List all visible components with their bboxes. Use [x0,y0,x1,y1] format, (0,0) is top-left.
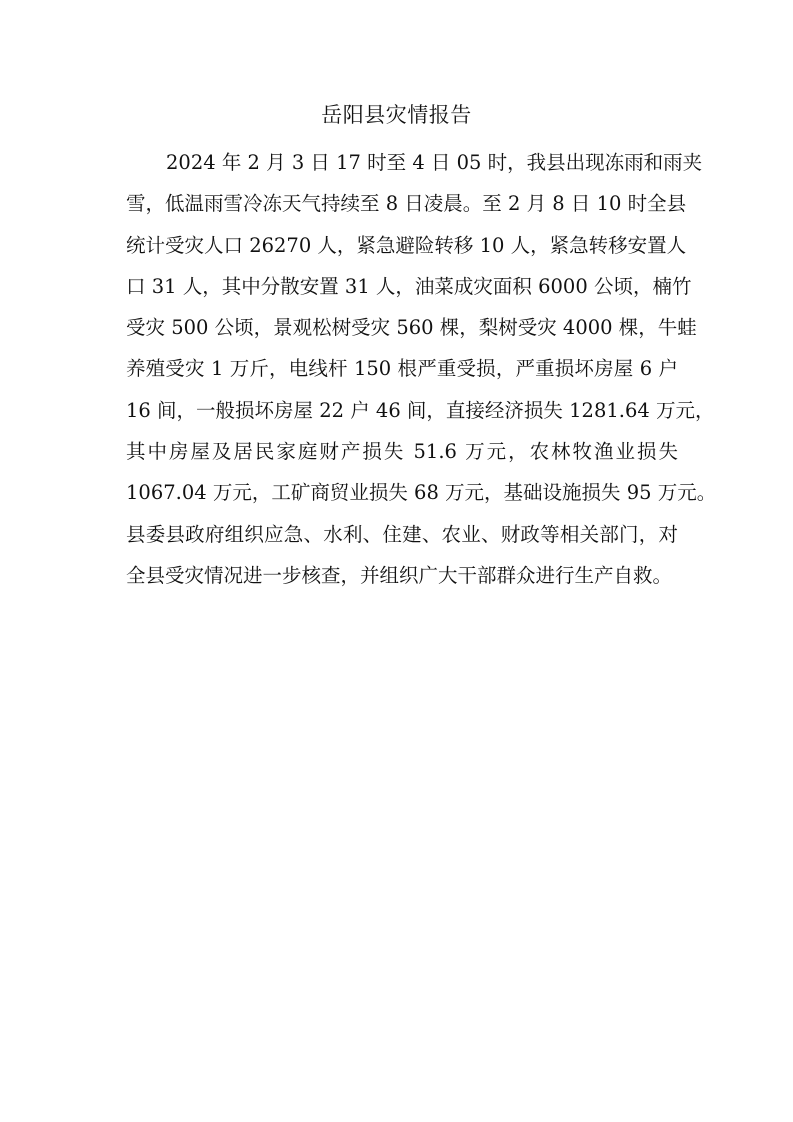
body-line: 其中房屋及居民家庭财产损失 51.6 万元，农林牧渔业损失 [126,440,678,464]
body-line: 统计受灾人口 26270 人，紧急避险转移 10 人，紧急转移安置人 [126,233,687,257]
document-body [126,142,717,596]
body-line: 受灾 500 公顷，景观松树受灾 560 棵，梨树受灾 4000 棵，牛蛙 [126,316,697,340]
body-line: 16 间，一般损坏房屋 22 户 46 间，直接经济损失 1281.64 万元， [126,398,715,422]
body-line: 雪，低温雨雪冷冻天气持续至 8 日凌晨。至 2 月 8 日 10 时全县 [126,192,687,216]
body-line: 县委县政府组织应急、水利、住建、农业、财政等相关部门，对 [126,522,678,546]
body-line: 养殖受灾 1 万斤，电线杆 150 根严重受损，严重损坏房屋 6 户 [126,357,678,381]
body-line: 2024 年 2 月 3 日 17 时至 4 日 05 时，我县出现冻雨和雨夹 [166,151,703,174]
body-line: 全县受灾情况进一步核查，并组织广大干部群众进行生产自救。 [126,563,673,587]
body-line: 口 31 人，其中分散安置 31 人，油菜成灾面积 6000 公顷，楠竹 [126,274,692,298]
document-title: 岳阳县灾情报告 [321,103,472,127]
body-line: 1067.04 万元，工矿商贸业损失 68 万元，基础设施损失 95 万元。 [126,481,717,505]
